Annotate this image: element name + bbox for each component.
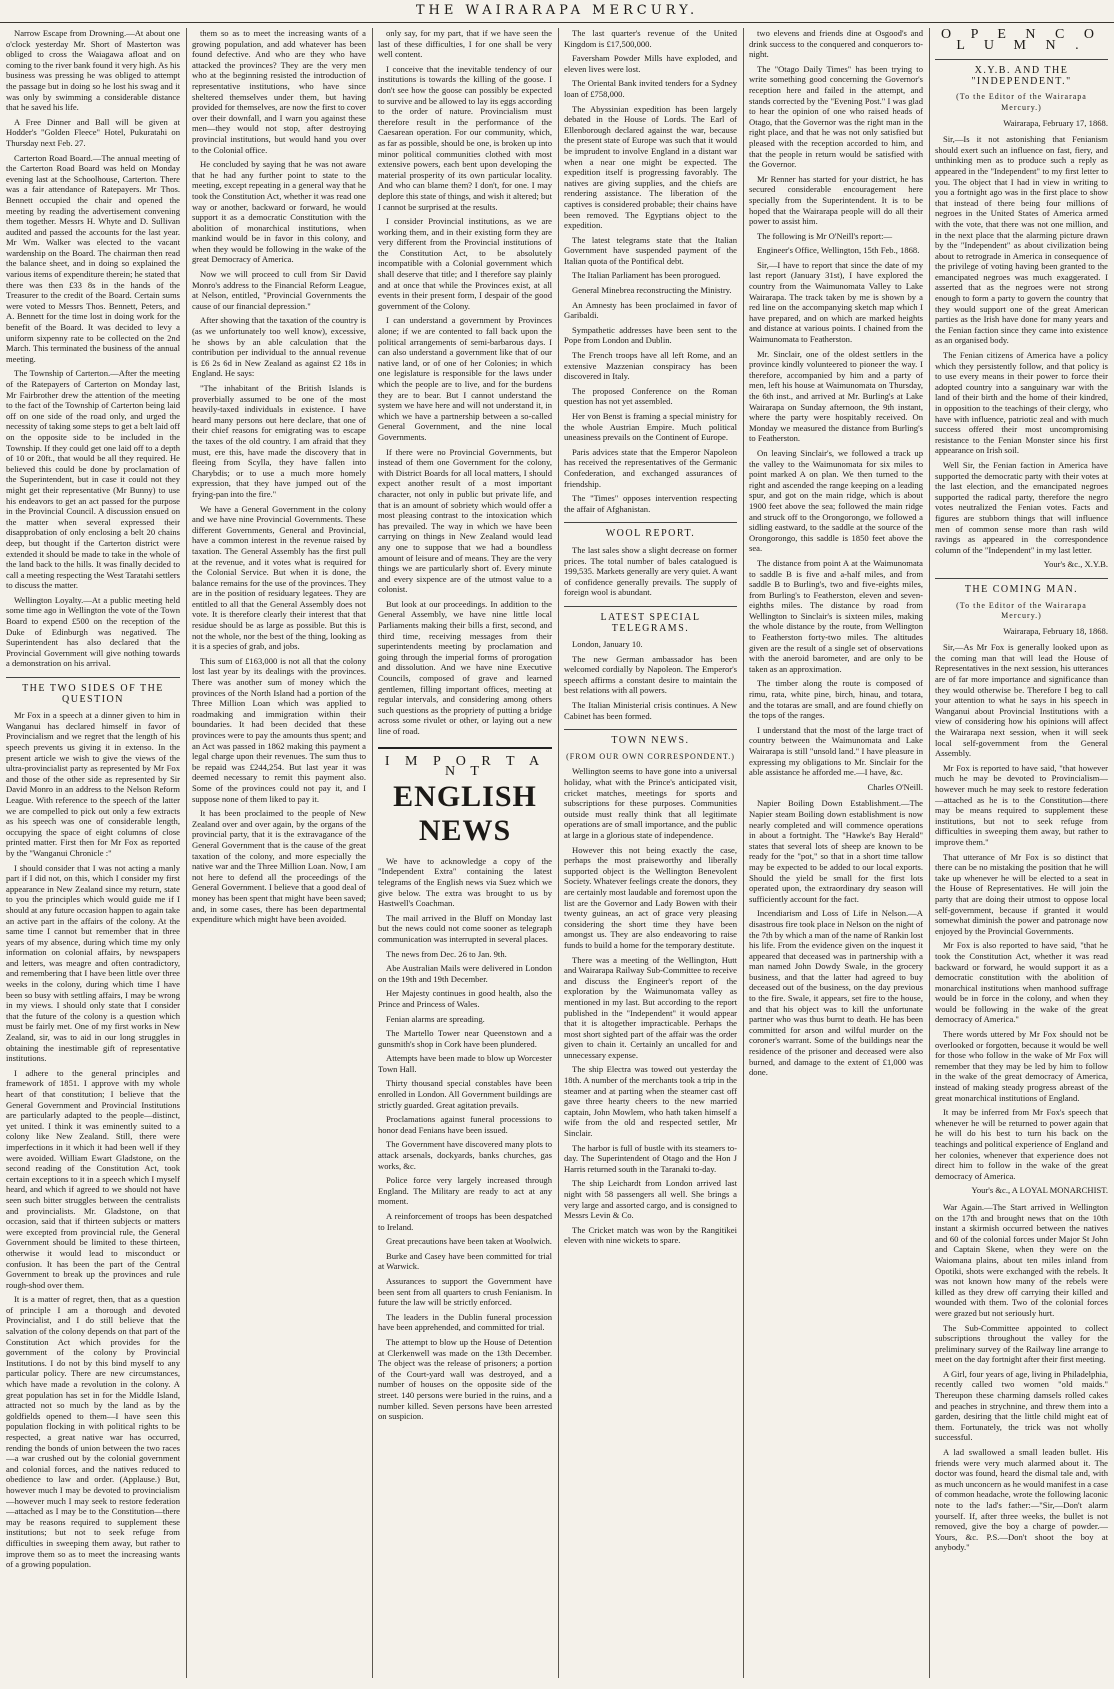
letter-body — [935, 642, 1108, 1181]
letter-heading: X.Y.B. AND THE "INDEPENDENT." — [935, 59, 1108, 87]
paragraph: There was a meeting of the Wellington, Hutt and Wairarapa Railway Sub-Committee to receive and discuss the Engineer's report of the exploration by the Waimunomata valley as mentioned in my last. But according to the report published in the "Independent" it would appear that it is altogether impracticable. Perhaps the most short sighted part of the affair was the order given to chain it. Certainly an uncalled for and unnecessary expense. — [564, 954, 737, 1060]
paragraph: Faversham Powder Mills have exploded, and eleven lives were lost. — [564, 53, 737, 74]
paragraph: There words uttered by Mr Fox should not be overlooked or forgotten, because it would be well for those who follow in the wake of Mr Fox will remember that they may be led by him to follow in the wake of the great democracy of America, instead of making steady progress abreast of the great monarchical institutions of England. — [935, 1029, 1108, 1103]
column-5 — [749, 28, 923, 1678]
paragraph: The Martello Tower near Queenstown and a gunsmith's shop in Cork have been plundered. — [378, 1028, 552, 1049]
column-3 — [378, 28, 552, 1678]
column-rule — [929, 28, 930, 1678]
news-items — [935, 1202, 1108, 1553]
paragraph: I consider Provincial institutions, as we are working them, and in their existing form they are very different from the Provincial institutions of the Constitution Act, to be absolutely incompatible with a Colonial government which shall deserve that title; and I therefore say plainly and at once that while the Provinces exist, at all events in their present form, I despair of the good government of the Colony. — [378, 216, 552, 311]
paragraph: Mr Fox in a speech at a dinner given to him in Wanganui has declared himself in favor of Provincialism and we regret that the length of his speech prevents us giving it in extenso. In the present article we wish to give the views of the ultra-provincialist party as represented by Mr Fox and those of the other side as represented by Sir David Monro in an address to the Nelson Reform League. With reference to the speech of the latter we are compelled to pick out only a few extracts as his speech was one of considerable length, occupying the space of eight columns of close printed matter. First then for Mr Fox as reported by the "Wanganui Chronicle :" — [6, 710, 180, 858]
paragraph: Her Majesty continues in good health, also the Prince and Princess of Wales. — [378, 988, 552, 1009]
letter-dateline: Wairarapa, February 18, 1868. — [1003, 625, 1108, 636]
paragraph: Mr Fox is reported to have said, "that however much he may be devoted to Provincialism—however much he may seek to restore federation—attached as he is to the Constitution—there may be means required to supplement these institutions, but not to seek refuge from difficulties in sweeping them away, but rather to improve them." — [935, 762, 1108, 847]
paragraph: The "Times" opposes intervention respecting the affair of Afghanistan. — [564, 493, 737, 514]
paragraph: The leaders in the Dublin funeral procession have been apprehended, and committed for trial. — [378, 1311, 552, 1333]
paragraph: The Sub-Committee appointed to collect subscriptions throughout the valley for the preliminary survey of the Railway line arrange to meet on the day fortnight after their first meeting. — [935, 1322, 1108, 1365]
column-6 — [935, 28, 1108, 1678]
paragraph: Thirty thousand special constables have been enrolled in London. All Government buildings are strictly guarded. Great agitation prevails. — [378, 1078, 552, 1110]
paragraph: Paris advices state that the Emperor Napoleon has received the representatives of the Germanic Confederation, and exchanged assurances of friendship. — [564, 446, 737, 489]
paragraph: The last quarter's revenue of the United Kingdom is £17,500,000. — [564, 28, 737, 49]
letter-subheading: (To the Editor of the Wairarapa Mercury.) — [956, 92, 1087, 112]
paragraph: However this not being exactly the case, perhaps the most praiseworthy and liberally supported object is the Wellington Benevolent Society. Whatever feelings create the donors, they are certainly most laudable and foremost upon the list are the Governor and Lady Bowen with their twenty guineas, an act of grace very pleasing considering the short time they have been amongst us. They are also endeavoring to raise funds to build a home for the temporary destitute. — [564, 844, 737, 950]
paragraph: It may be inferred from Mr Fox's speech that whenever he will be returned to power again that he will do his best to turn his back on the teachings and political experience of England and her colonies, whenever that experience does not direct him to follow in the wake of the great democracy of America. — [935, 1107, 1108, 1181]
paragraph: A reinforcement of troops has been despatched to Ireland. — [378, 1211, 552, 1232]
town-news-heading: TOWN NEWS. — [564, 729, 737, 747]
paragraph: This sum of £163,000 is not all that the colony lost last year by its dealings with the provinces. There was another sum of money which the provinces of the North Island had a portion of the Three Million Loan which was applied to roadmaking and immigration within their boundaries. It had been decided that these provinces were to pay the amounts thus spent; and an Act was passed in 1862 making this payment a legal charge upon their revenues. The sum thus to be repaid was £244,254. But last year it was deemed necessary to remit this payment also. Some of the provinces could not pay it, and I suppose none of them liked to pay it. — [192, 655, 366, 804]
paragraph: Sir,—I have to report that since the date of my last report (January 31st), I have explored the country from the Waimunomata Valley to Lake Wairarapa. The track taken by me is shown by a red line on the accompanying sketch map which I have prepared, and on which are marked heights and distance at various points. I chained from the Waimunomata to Featherston. — [749, 259, 923, 345]
paragraph: If there were no Provincial Governments, but instead of them one Government for the colony, with District Boards for all local matters, I should expect another result of a most important character, not only in public but private life, and that is an amount of sobriety which would offer a most pleasing contrast to the intoxication which has prevailed. The way in which we have been carrying on things in New Zealand would lead any one to suppose that we had a boundless amount of leisure and of means. They are the very things we are particularly short of. Every minute and every sixpence are of the utmost value to a colonist. — [378, 446, 552, 595]
paragraph: Attempts have been made to blow up Worcester Town Hall. — [378, 1053, 552, 1074]
paragraph: The Italian Ministerial crisis continues. A New Cabinet has been formed. — [564, 700, 737, 721]
paragraph: I understand that the most of the large tract of country between the Waimunomata and Lake Wairarapa is still "unsold land." I have pleasure in expressing my obligations to Mr. Sinclair for the able assistance he afforded me.—I have, &c. — [749, 724, 923, 778]
paragraph: The Fenian citizens of America have a policy which they persistently follow, and that policy is to use every means in their power to force their adopted country into a sanguinary war with the land of their birth and the home of their kindred, in opposition to the teachings of their clergy, who have with influence, patriotic zeal and with much success offered their most uncompromising resistance to the Fenian Monster since his first appearance on Irish soil. — [935, 350, 1108, 456]
paragraph: An Amnesty has been proclaimed in favor of Garibaldi. — [564, 299, 737, 321]
paragraph: Engineer's Office, Wellington, 15th Feb., 1868. — [757, 245, 920, 256]
article-heading: THE TWO SIDES OF THE QUESTION — [6, 677, 180, 705]
paragraph: Abe Australian Mails were delivered in London on the 19th and 19th December. — [378, 963, 552, 984]
paragraph: A Free Dinner and Ball will be given at Hodder's "Golden Fleece" Hotel, Pukuratahi on Thursday next Feb. 27. — [6, 116, 180, 148]
paragraph: The distance from point A at the Waimunomata to saddle B is five and a-half miles, and from saddle B to Burling's, two and five-eights miles, from Burling's to Featherston, eleven and seven-eighths miles. The distance by road from Wellington to Sinclair's is sixteen miles, making the whole distance by the route, from Wellington to Featherston forty-two miles. The altitudes given are the result of a single set of observations with the aneroid barometer, and are only to be taken as an approximation. — [749, 557, 923, 674]
paragraph: The Government have discovered many plots to attack arsenals, dockyards, banks churches, gas works, &c. — [378, 1139, 552, 1171]
paragraph: I should consider that I was not acting a manly part if I did not, on this, which I consider my first appearance in New Zealand since my return, state to you the principles which would guide me if I should at any future occasion happen to again take an active part in the affairs of the colony. At the same time I cannot but remember that in three years of my absence, during which time my only information on colonial affairs, by newspapers and letters, was meagre and often contradictory, and remembering that I have been little over three weeks in the colony, during which time I have been so busy with settling affairs, I may be wrong in my views. I should only state that I consider that the future of the colony is a question which must be fairly met. One of my first works in New Zealand, sir, was to aid in our long struggles in obtaining the inestimable gift of representative institutions. — [6, 862, 180, 1064]
paragraph: Great precautions have been taken at Woolwich. — [386, 1236, 552, 1247]
signature: Charles O'Neill. — [867, 781, 923, 792]
paragraph: The Abyssinian expedition has been largely debated in the House of Lords. The Earl of Ellenborough declared against the war, because the present state of Europe was such that it would be imprudent to involve England in a distant war when a near one might be expected. The expedition itself is progressing favorably. The natives are giving supplies, and the chiefs are rendering assistance. The liberation of the captives is considered probable; their chains have been removed. The Egyptians object to the expedition. — [564, 103, 737, 231]
paragraph: Wellington seems to have gone into a universal holiday, what with the Prince's anticipated visit, cricket matches, meetings for sports and subscriptions for these purposes. Communities outside must really think that all legitimate operations are of small importance, and the public at large in a glorious state of independence. — [564, 766, 737, 840]
town-news-subheading: (FROM OUR OWN CORRESPONDENT.) — [566, 751, 735, 761]
paragraph: I adhere to the general principles and framework of 1851. I approve with my whole heart of that constitution; I believe that the General Government and Provincial Institutions are particularly adapted to the people—distinct, yet united. I think it was eminently suited to a colony like New Zealand. Still, there were imperfections in it which it had been well if they were avoided. William Ewart Gladstone, on the second reading of the Constitution Act, took certain exceptions to it in a speech which I myself heard, and which if agreed to we should not have seen such bitter struggles between the centralists and provincialists. Mr. Gladstone, on that occasion, said that if thirteen subjects or matters were excepted from provincial rule, the General Government should be limited to these thirteen, otherwise it would lead to misconduct or confusion. It has been the part of the Central Government to break up the provinces and rule rough-shod over them. — [6, 1067, 180, 1290]
paragraph: Burke and Casey have been committed for trial at Warwick. — [378, 1250, 552, 1272]
paragraph: General Minebrea reconstructing the Ministry. — [572, 285, 732, 296]
paragraph: Narrow Escape from Drowning.—At about one o'clock yesterday Mr. Short of Masterton was obliged to cross the Waiagawa afloat and on coming to the river bank found it very high. As his business was pressing he was obliged to attempt the passage but in doing so he lost his swag and it was only by swimming a considerable distance that he saved his life. — [6, 28, 180, 113]
paragraph: them so as to meet the increasing wants of a growing population, and add whatever has been found defective. And who are they who have attacked the provinces? They are the very men who at the beginning resisted the introduction of representative institutions, who have since sheltered themselves under them, but having provided for themselves, are now the first to cover over their downfall, and I warn you against these men—they would not stop, after destroying provincial institutions, but would hand you over to the Colonial office. — [192, 28, 366, 155]
paragraph: War Again.—The Start arrived in Wellington on the 17th and brought news that on the 10th instant a skirmish occurred between the natives and 60 of the colonial forces under Major St John and Captain Skene, when they were on the Waiomana plains, about ten miles inland from Opotiki, shots were exchanged with the rebels. It was not known how many of the rebels were killed as they drew off carrying their killed and wounded with them. Two of the colonial forces were grazed but not seriously hurt. — [935, 1201, 1108, 1318]
paragraph: That utterance of Mr Fox is so distinct that there can be no mistaking the position that he will take up whenever he will be elected to a seat in the House of Representatives. He will join the party that are doing their utmost to oppose local self-government, because if granted it would somewhat diminish the power and patronage now enjoyed by the Provincial Governments. — [935, 851, 1108, 936]
paragraph: The ship Leichardt from London arrived last night with 58 passengers all well. She brings a very large and assorted cargo, and is consigned to Messrs Levin & Co. — [564, 1178, 737, 1221]
paragraph: The harbor is full of bustle with its steamers to-day. The Superintendent of Otago and the Hon J Harris returned south in the Taranaki to-day. — [564, 1142, 737, 1174]
paragraph: Mr Renner has started for your district, he has secured considerable encouragement here specially from the Superintendent. It is to be hoped that the Wairarapa people will do all their power to assist him. — [749, 173, 923, 227]
paragraph: Police force very largely increased through England. The Military are ready to act at any moment. — [378, 1175, 552, 1207]
town-news-continued — [749, 28, 923, 778]
column-rule — [372, 28, 373, 1678]
paragraph: Wellington Loyalty.—At a public meeting held some time ago in Wellington the vote of the Town Board to expend £500 on the reception of the Duke of Edinburgh was negatived. The Superintendent has also declared that the Provincial Government will give nothing towards a demonstration on his arrival. — [6, 594, 180, 669]
paragraph: Assurances to support the Government have been sent from all quarters to crush Fenianism. In future the law will be strictly enforced. — [378, 1275, 552, 1308]
column-1 — [6, 28, 180, 1678]
paragraph: The French troops have all left Rome, and an extensive Mazzenian conspiracy has been discovered in Italy. — [564, 350, 737, 382]
paragraph: The Oriental Bank invited tenders for a Sydney loan of £758,000. — [564, 78, 737, 99]
paragraph: We have a General Government in the colony and we have nine Provincial Governments. These different Governments, General and Provincial, have a common interest in the revenue raised by taxation. The General Assembly has the first pull at the revenue, and it votes what is required for the Colonial Service. But when it is done, the balance remains for the use of the provinces. They are in the position of residuary legatees. They are entitled to all that the General Assembly does not vote. It is therefore clearly their interest that that residue should be as large as possible. But this is not the whole, nor the best of the thing, looking as it is a species of grab, and jobs. — [192, 503, 366, 652]
paragraph: two elevens and friends dine at Osgood's and drink success to the conquered and conquerors to-night. — [749, 28, 923, 60]
important-heading: I M P O R T A N T — [378, 747, 552, 778]
paragraph: A lad swallowed a small leaden bullet. His friends were very much alarmed about it. The doctor was found, heard the dismal tale and, with as much unconcern as he would manifest in a case of common headache, wrote the following laconic note to the lad's father:—"Sir,—Don't alarm yourself. If, after three weeks, the bullet is not removed, give the boy a charge of powder.—Yours, &c. P.S.—Don't shoot the boy at anybody." — [935, 1447, 1108, 1553]
column-rule — [558, 28, 559, 1678]
letter-dateline: Wairarapa, February 17, 1868. — [1003, 117, 1108, 128]
paragraph: London, January 10. — [572, 639, 643, 650]
paragraph: The new German ambassador has been welcomed cordially by Napoleon. The Emperor's speech affirms a constant desire to maintain the best relations with all powers. — [564, 653, 737, 696]
paragraph: The proposed Conference on the Roman question has not yet assembled. — [564, 385, 737, 407]
article-body — [192, 28, 366, 925]
paragraph: Sir,—As Mr Fox is generally looked upon as the coming man that will lead the House of Representatives in the next session, his utterances are of far more importance and significance than they would otherwise be. Therefore I beg to call your attention to what he says in his speech in Wanganui about Provincial Institutions with a view of considering how his opinions will affect the Wairarapa next session, when it will seek local self-government from the General Assembly. — [935, 642, 1108, 759]
paragraph: Sir,—Is it not astonishing that Fenianism should exert such an influence on fast, fiery, and unthinking men as to produce such a reply as appeared in the "Independent" to my first letter to you. The object that I had in view in writing to you a fortnight ago was in the first place to show that instead of there being four millions of negroes in the United States of America armed with the vote, that there was not one million, and in the next place that the alarming picture drawn by the "Independent" as about civilization being about to retrograde in America in consequence of the privilege of voting having been granted to the emancipated negroes was much exaggerated. I asserted that as the negroes were not strong enough to form a party to govern the country that they would support one of the great American parties as the Irish have done for many years and the Fenian faction since they came into existence as an organised body. — [935, 134, 1108, 346]
wool-report-body: The last sales show a slight decrease on former prices. The total number of bales catalogued is 199,535. Markets generally are very quiet. A want of confidence generally prevails. The supply of foreign wool is abundant. — [564, 544, 737, 598]
paragraph: We have to acknowledge a copy of the "Independent Extra" containing the latest telegrams of the English news via Suez which we give below. The extra was brought to us by Hastwell's Coachman. — [378, 855, 552, 909]
article-body — [6, 710, 180, 1570]
telegrams-heading: LATEST SPECIAL TELEGRAMS. — [564, 606, 737, 634]
paragraph: "The inhabitant of the British Islands is proverbially assumed to be one of the most heavily-taxed individuals in existence. I have heard many persons out here declare, that one of their chief reasons for emigrating was to escape the taxes of the old country. I am afraid that they must, ere this, have made the discovery that in fleeing from Scylla, they have fallen into Charybdis; or to use a much more homely expression, that they have jumped out of the frying-pan into the fire." — [192, 383, 366, 499]
paragraph: The attempt to blow up the House of Detention at Clerkenwell was made on the 13th December. The object was the release of prisoners; a portion of the Court-yard wall was destroyed, and a number of houses on the opposite side of the street. 140 persons were buried in the ruins, and a number killed. Seven persons have been arrested on suspicion. — [378, 1336, 552, 1422]
paragraph: He concluded by saying that he was not aware that he had any further point to state to the meeting, except repeating in a general way that he took the Constitution Act, whether it was read one way or another, backward or forward, he would support it as a democratic Constitution with the abolition of monarchical institutions, when mankind would be in favor in this colony, and when they would be following in the wake of the great Democracy of America. — [192, 159, 366, 265]
paragraph: The following is Mr O'Neill's report:— — [757, 230, 893, 241]
letter-signature: Your's &c., X.Y.B. — [1043, 559, 1108, 570]
letter-subheading: (To the Editor of the Wairarapa Mercury.) — [956, 600, 1087, 621]
open-column-heading: O P E N C O L U M N . — [941, 28, 1102, 53]
paragraph: The ship Electra was towed out yesterday the 18th. A number of the merchants took a trip in the steamer and at parting when the steamer cast off gave three hearty cheers to the new married captain, John Mowlem, who hath taken himself a wife from the old and respected settler, Mr Sinclair. — [564, 1064, 737, 1139]
paragraph: The Cricket match was won by the Rangitikei eleven with nine wickets to spare. — [564, 1224, 737, 1246]
paragraph: The Township of Carterton.—After the meeting of the Ratepayers of Carterton on Monday last, Mr Fairbrother drew the attention of the meeting to the fact of the Township of Carterton being laid off on one side of the road only, and urged the necessity of taking some steps to get a belt laid off on the opposite side to be included in the Township. If they could get one laid off to a depth of 10 or 20ft., that would be all they required. He believed this could be done by proclamation of the Superintendent, but in case it could not they might get their representative (Mr Bunny) to use his endeavors to get an act passed for the purpose in the Provincial Council. A discussion ensued on the matter when several expressed their disapprobation of only enclosing a belt 20 chains deep, but thought if the Carterton district were extended it should be made to take in the whole of the land back to the hills. It was finally decided to call a meeting respecting the West Taratahi settlers to discuss the matter. — [6, 368, 180, 591]
paragraph: The news from Dec. 26 to Jan. 9th. — [386, 948, 507, 959]
paragraph: Sympathetic addresses have been sent to the Pope from London and Dublin. — [564, 324, 737, 346]
paragraph: only say, for my part, that if we have seen the last of these difficulties, I for one shall be very well content. — [378, 28, 552, 60]
column-rule — [743, 28, 744, 1678]
paragraph: On leaving Sinclair's, we followed a track up the valley to the Waimunomata for six miles to point marked A on plan. We then turned to the right and ascended the range keeping on a leading spur, and got on the main ridge, which is about 1900 feet above the sea; followed the main ridge and struck off to the Orongorongo, we followed a sidling eastward, to the saddle at the source of the Orongorongo, this saddle is 1850 feet above the sea. — [749, 447, 923, 554]
english-news-heading: ENGLISH NEWS — [393, 779, 537, 847]
paragraph: It is a matter of regret, then, that as a question of principle I am a thorough and devoted Provincialist, and I do still believe that the salvation of the colony depends on that part of the Constitution Act which provides for the government of the colony by Provincial Institutions. I do not by this bind myself to any particular policy. There are new circumstances, which have made a revolution in the colony. A great population has set in for the Middle Island, attracted not so much by the land as by the goldfields opened to them—I have seen this population flocking in with political rights to be respected, a great native war has occurred, rending the bonds of union between the two races—a war crushed out by the colonial government and colonial forces, and the natives reduced to obedience to law and order. (Applause.) But, however much I may be devoted to provincialism—however much I may seek to restore federation—attached as I may be to the Constitution—there may be reasons required to supplement these institutions; but not to seek refuge from difficulties in sweeping them away, but rather to improve them so as to meet the increasing wants of a growing population. — [6, 1294, 180, 1570]
paragraph: Mr. Sinclair, one of the oldest settlers in the province kindly volunteered to pioneer the way. I therefore, accompanied by him and a party of men, left his house at Waimunomata on Thursday, the 6th inst., and arrived at Mr. Burling's at Lake Wairarapa on Sunday afternoon, the 9th instant, where the party were hospitably received. On Monday we measured the distance from Burling's to Featherston. — [749, 348, 923, 444]
paragraph: Proclamations against funeral processions to honor dead Fenians have been issued. — [378, 1114, 552, 1135]
town-news-body — [564, 766, 737, 1246]
masthead: THE WAIRARAPA MERCURY. — [0, 0, 1114, 23]
paragraph: I can understand a government by Provinces alone; if we are contented to fall back upon the political arrangements of semi-barbarous days. I can also understand a government like that of our native land, or of one of her Colonies; in which one legislature is responsible for the laws under which the people are to live, and for the burdens they are to bear. But I cannot understand the system we have here and will not understand it, in which we have a partnership between a so-called General Government, and the nine local Governments. — [378, 315, 552, 442]
local-news — [6, 28, 180, 669]
wool-report-heading: WOOL REPORT. — [564, 522, 737, 540]
paragraph: I conceive that the inevitable tendency of our institutions is towards the killing of the goose. I don't see how the goose can possibly be expected to survive and be allowed to lay its eggs according to the order of nature. Provincialism must therefore result in the performance of the Caesarean operation. For our community, which, as far as possible, should be one, is broken up into minor political communities clothed with most extensive powers, each bent upon developing the material prosperity of its own particular locality. And who can blame them? I don't, for one. I may deplore this state of things, and wish it altered; but I cannot be surprised at the results. — [378, 63, 552, 212]
paragraph: The Italian Parliament has been prorogued. — [572, 270, 721, 281]
paragraph: A Girl, four years of age, living in Philadelphia, recently called two women "old maids." Thereupon these charming damsels rolled cakes and peaches in strychnine, and threw them into a garden, desiring that the little child might eat of them. Fortunately, the trick was not wholly successful. — [935, 1368, 1108, 1443]
paragraph: Now we will proceed to cull from Sir David Monro's address to the Financial Reform League, at Nelson, entitled, "Provincial Governments the cause of our financial depression." — [192, 269, 366, 311]
paragraph: The timber along the route is composed of rimu, rata, white pine, birch, hinau, and totara, and the totaras are small, and are found chiefly on the tops of the ranges. — [749, 678, 923, 721]
paragraph: Incendiarism and Loss of Life in Nelson.—A disastrous fire took place in Nelson on the night of the 7th by which a man of the name of Rankin lost his life. From the evidence given on the inquest it appeared that deceased was in partnership with a man named John Dowdy Swale, in the grocery business, and that the latter had agreed to buy deceased out of the business, on the day previous to the fire. Swale, it appears, set fire to the house, and that his object was to kill the unfortunate partner who was thus burnt to death. He has been committed for arson and wilful murder on the coroner's warrant. Some of the buildings near the residence of the prisoner and deceased were also burned, and damage to the extent of £1,000 was done. — [749, 908, 923, 1078]
paragraph: Carterton Road Board.—The annual meeting of the Carterton Road Board was held on Monday evening last at the Schoolhouse, Carterton. There was a fair attendance of Ratepayers. Mr Thos. Bennett occupied the chair and opened the meeting by reading the advertisement convening them together. Messrs H. Whyte and D. Sullivan audited and passed the accounts for the last year. Mr Wm. Walker was elected to the vacant wardenship on the Board. The chairman then read the balance sheet, and in doing so explained the various items of expenditure therein; he stated that there was then £33 8s in the hands of the Treasurer to the credit of the Board. Certain sums were voted to Messrs Thos. Bennett, Peters, and A. Bennett for the time lost in doing work for the benefit of the Board. It was decided to levy a uniform sixpenny rate to be collected on the 2nd March. This terminated the business of the annual meeting. — [6, 152, 180, 364]
article-body — [378, 28, 552, 737]
paragraph: The "Otago Daily Times" has been trying to write something good concerning the Governor's reception here and failed in the attempt, and stands corrected by the "Evening Post." I was glad to hear the opinion of one who raised heads of Otago, that the Governor was the right man in the right place, and that he was not only satisfied but pleased with the reception accorded to him, and that the people in return would be satisfied with the Governor. — [749, 63, 923, 170]
paragraph: Fenian alarms are spreading. — [386, 1013, 485, 1024]
column-rule — [186, 28, 187, 1678]
local-items — [749, 798, 923, 1077]
paragraph: The latest telegrams state that the Italian Government have suspended payment of the Italian quota of the Pontifical debt. — [564, 234, 737, 266]
column-2 — [192, 28, 366, 1678]
letter-body — [935, 134, 1108, 555]
paragraph: Napier Boiling Down Establishment.—The Napier steam Boiling down establishment is now nearly completed and will commence operations in about a fortnight. The "Hawke's Bay Herald" states that several lots of sheep are known to be ready for the "pot," so that in a short time tallow may be expected to be added to our local exports. Should the yield be small for the first lots operated upon, the extraordinary dry season will sufficiently account for the fact. — [749, 798, 923, 904]
news-items — [564, 28, 737, 514]
telegrams-body — [564, 639, 737, 721]
column-4 — [564, 28, 737, 1678]
paragraph: The mail arrived in the Bluff on Monday last but the news could not come sooner as telegraph communication was interrupted in several places. — [378, 912, 552, 944]
paragraph: Her von Benst is framing a special ministry for the whole Austrian Empire. Much political uneasiness prevails on the Continent of Europe. — [564, 411, 737, 443]
paragraph: Mr Fox is also reported to have said, "that he took the Constitution Act, whether it was read backward or forward, he would support it as a democratic constitution with the abolition of monarchical institutions when manhood suffrage would be in force in the colony, and when they would be following in the wake of the great democracy of America." — [935, 940, 1108, 1025]
paragraph: It has been proclaimed to the people of New Zealand over and over again, by the organs of the provincial party, that it is the extravagance of the General Government that is the cause of the great taxation of the colony, and more especially the native war and the Three Million Loan. Now, I am not here to defend all the proceedings of the General Government. I believe that a good deal of money has been spent that might have been saved; and, in some cases, there has been departmental expenditure which might have been avoided. — [192, 808, 366, 925]
letter-heading: THE COMING MAN. — [935, 578, 1108, 596]
letter-signature: Your's &c., A LOYAL MONARCHIST. — [971, 1185, 1108, 1196]
paragraph: But look at our proceedings. In addition to the General Assembly, we have nine little local Parliaments making their bills a first, second, and third time, receiving messages from their superintendents meeting by proclamation and going through the imperial forms of prorogation and dissolution. And we have nine Executive Councils, composed of grave and learned gentlemen, filling important offices, meeting at regular intervals, and considering among others such questions as the propriety of putting a bridge across some rivulet or other, or laying out a new line of road. — [378, 598, 552, 736]
paragraph: Well Sir, the Fenian faction in America have supported the democratic party with their votes at the last election, and the emancipated negroes supported the radical party, therefore the negro votes neutralized the Fenian votes. Facts and figures are stubborn things that will influence men of common sense more than rash wild ravings as appeared in the correspondence column of the "Independent" in my last letter. — [935, 459, 1108, 555]
paragraph: After showing that the taxation of the country is (as we unfortunately too well know), excessive, he shows by an able calculation that the contribution per individual to the annual revenue is £6 2s 6d in New Zealand as against £2 18s in England. He says: — [192, 315, 366, 379]
english-news-body — [378, 856, 552, 1422]
